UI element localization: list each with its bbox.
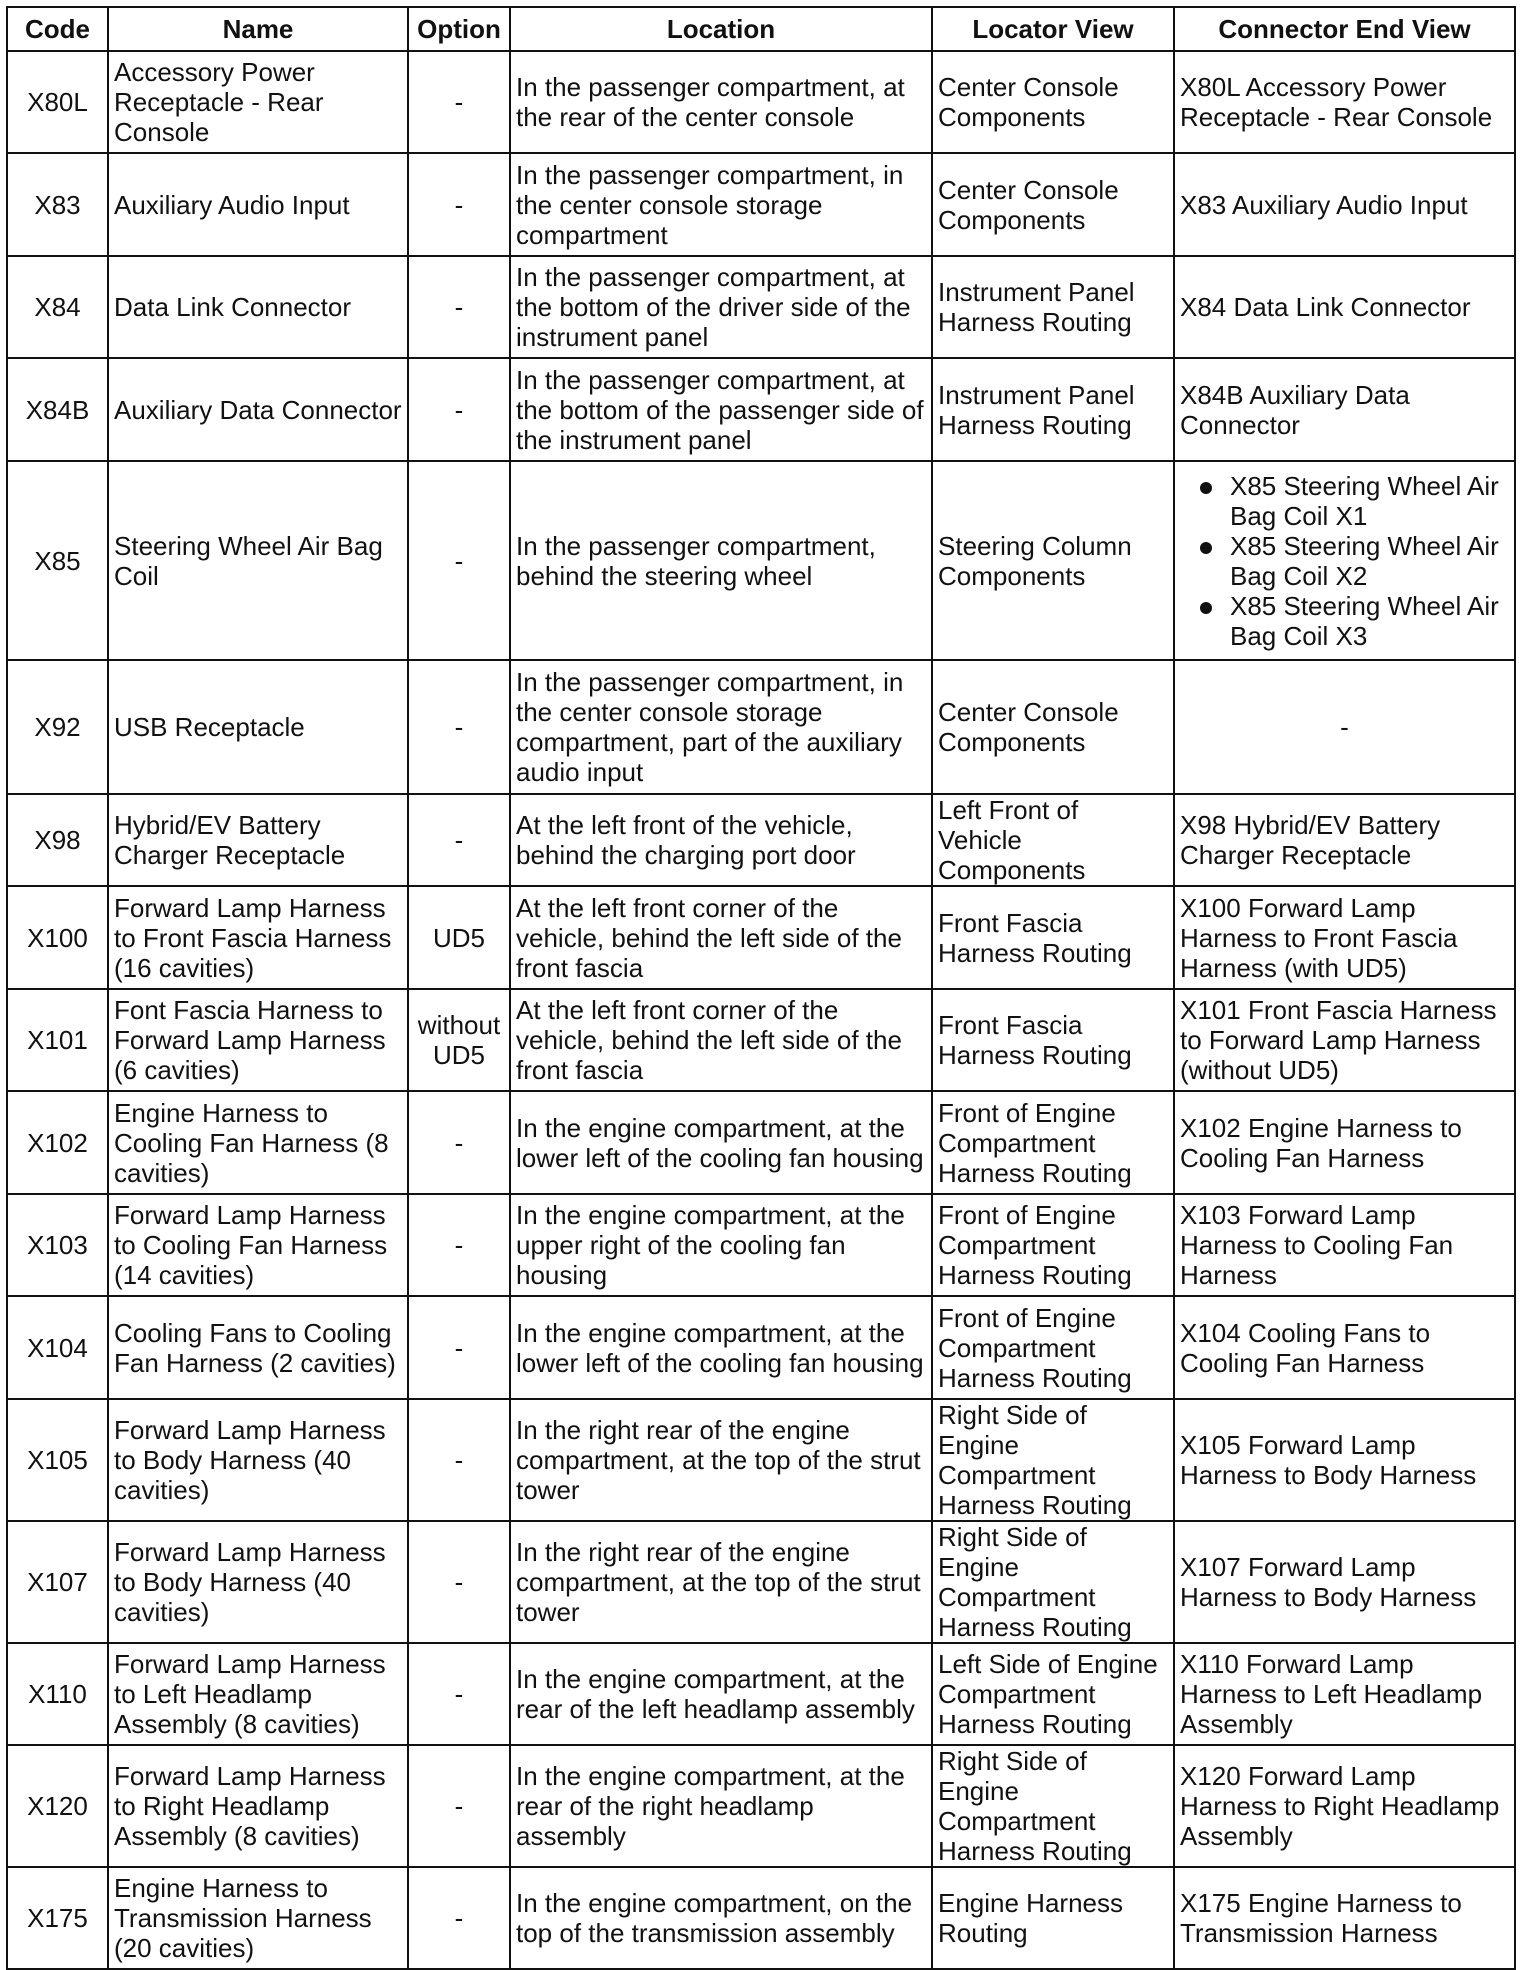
cell-location: In the engine compartment, at the rear of the left headlamp assembly [510, 1643, 932, 1745]
cell-locator-view: Instrument Panel Harness Routing [932, 256, 1174, 358]
cell-locator-view: Center Console Components [932, 51, 1174, 153]
cell-option: - [408, 1194, 510, 1296]
table-row [7, 1194, 1515, 1296]
table-row [7, 461, 1515, 660]
cell-location: In the engine compartment, at the lower left of the cooling fan housing [510, 1296, 932, 1399]
table-row [7, 1643, 1515, 1745]
cell-connector-end-view: X175 Engine Harness to Transmission Harness [1174, 1867, 1515, 1969]
cell-location: In the passenger compartment, at the rear of the center console [510, 51, 932, 153]
cell-name: Font Fascia Harness to Forward Lamp Harness (6 cavities) [108, 989, 408, 1091]
cell-name: Forward Lamp Harness to Right Headlamp Assembly (8 cavities) [108, 1745, 408, 1867]
cell-option: without UD5 [408, 989, 510, 1091]
cell-name: Auxiliary Audio Input [108, 153, 408, 256]
cell-code: X92 [7, 660, 108, 794]
header-row [7, 7, 1515, 51]
cell-option: - [408, 794, 510, 886]
cell-option: - [408, 461, 510, 660]
cell-connector-end-view: X100 Forward Lamp Harness to Front Fascia Harness (with UD5) [1174, 886, 1515, 989]
table-row [7, 1091, 1515, 1194]
cell-code: X105 [7, 1399, 108, 1521]
cell-location: At the left front corner of the vehicle, behind the left side of the front fascia [510, 886, 932, 989]
cell-connector-end-view [1174, 461, 1515, 660]
cell-code: X103 [7, 1194, 108, 1296]
cell-locator-view: Front of Engine Compartment Harness Routing [932, 1194, 1174, 1296]
cell-location: In the passenger compartment, in the center console storage compartment [510, 153, 932, 256]
cell-name: Accessory Power Receptacle - Rear Console [108, 51, 408, 153]
cell-option: - [408, 1521, 510, 1643]
cell-option: - [408, 256, 510, 358]
header-name: Name [108, 7, 408, 51]
header-location: Location [510, 7, 932, 51]
table-row [7, 358, 1515, 461]
cell-connector-end-view: X84B Auxiliary Data Connector [1174, 358, 1515, 461]
cell-code: X84B [7, 358, 108, 461]
cell-option: - [408, 1867, 510, 1969]
cell-connector-end-view: X98 Hybrid/EV Battery Charger Receptacle [1174, 794, 1515, 886]
cell-locator-view: Steering Column Components [932, 461, 1174, 660]
cell-connector-end-view: X107 Forward Lamp Harness to Body Harness [1174, 1521, 1515, 1643]
cell-location: In the engine compartment, at the lower left of the cooling fan housing [510, 1091, 932, 1194]
table-row [7, 1399, 1515, 1521]
cell-code: X102 [7, 1091, 108, 1194]
cell-location: In the passenger compartment, at the bottom of the passenger side of the instrument panel [510, 358, 932, 461]
cell-locator-view: Front of Engine Compartment Harness Routing [932, 1296, 1174, 1399]
cell-name: Data Link Connector [108, 256, 408, 358]
cell-option: - [408, 153, 510, 256]
cell-name: Forward Lamp Harness to Cooling Fan Harness (14 cavities) [108, 1194, 408, 1296]
cell-connector-end-view: X80L Accessory Power Receptacle - Rear Console [1174, 51, 1515, 153]
table-row [7, 1296, 1515, 1399]
table-row [7, 51, 1515, 153]
header-connector-end-view: Connector End View [1174, 7, 1515, 51]
cell-location: In the engine compartment, on the top of the transmission assembly [510, 1867, 932, 1969]
cell-option: - [408, 1745, 510, 1867]
cell-connector-end-view: X110 Forward Lamp Harness to Left Headlamp Assembly [1174, 1643, 1515, 1745]
cell-location: In the passenger compartment, at the bottom of the driver side of the instrument panel [510, 256, 932, 358]
cell-option: - [408, 51, 510, 153]
cell-name: Forward Lamp Harness to Body Harness (40 cavities) [108, 1521, 408, 1643]
connector-table-container [6, 6, 1516, 1970]
table-row [7, 794, 1515, 886]
connector-bullet-item: X85 Steering Wheel Air Bag Coil X3 [1180, 591, 1509, 651]
table-row [7, 660, 1515, 794]
cell-option: - [408, 1399, 510, 1521]
table-row [7, 1745, 1515, 1867]
cell-code: X100 [7, 886, 108, 989]
cell-code: X104 [7, 1296, 108, 1399]
cell-option: - [408, 1296, 510, 1399]
cell-connector-end-view: X84 Data Link Connector [1174, 256, 1515, 358]
cell-code: X120 [7, 1745, 108, 1867]
cell-location: At the left front of the vehicle, behind the charging port door [510, 794, 932, 886]
cell-connector-end-view: X83 Auxiliary Audio Input [1174, 153, 1515, 256]
cell-locator-view: Center Console Components [932, 660, 1174, 794]
cell-code: X107 [7, 1521, 108, 1643]
cell-location: In the right rear of the engine compartment, at the top of the strut tower [510, 1521, 932, 1643]
table-row [7, 886, 1515, 989]
cell-name: USB Receptacle [108, 660, 408, 794]
cell-locator-view: Front Fascia Harness Routing [932, 989, 1174, 1091]
cell-location: At the left front corner of the vehicle, behind the left side of the front fascia [510, 989, 932, 1091]
cell-code: X98 [7, 794, 108, 886]
cell-location: In the passenger compartment, in the center console storage compartment, part of the auxiliary audio input [510, 660, 932, 794]
header-locator-view: Locator View [932, 7, 1174, 51]
table-row [7, 1521, 1515, 1643]
cell-name: Hybrid/EV Battery Charger Receptacle [108, 794, 408, 886]
cell-locator-view: Engine Harness Routing [932, 1867, 1174, 1969]
cell-locator-view: Center Console Components [932, 153, 1174, 256]
table-row [7, 256, 1515, 358]
cell-connector-end-view: X101 Front Fascia Harness to Forward Lamp Harness (without UD5) [1174, 989, 1515, 1091]
cell-location: In the engine compartment, at the upper right of the cooling fan housing [510, 1194, 932, 1296]
table-row [7, 989, 1515, 1091]
cell-name: Engine Harness to Cooling Fan Harness (8 cavities) [108, 1091, 408, 1194]
cell-code: X83 [7, 153, 108, 256]
cell-connector-end-view: - [1174, 660, 1515, 794]
cell-locator-view: Front Fascia Harness Routing [932, 886, 1174, 989]
cell-option: - [408, 1091, 510, 1194]
cell-option: - [408, 660, 510, 794]
header-code: Code [7, 7, 108, 51]
cell-name: Steering Wheel Air Bag Coil [108, 461, 408, 660]
cell-name: Cooling Fans to Cooling Fan Harness (2 cavities) [108, 1296, 408, 1399]
cell-code: X80L [7, 51, 108, 153]
cell-name: Auxiliary Data Connector [108, 358, 408, 461]
cell-locator-view: Left Side of Engine Compartment Harness Routing [932, 1643, 1174, 1745]
cell-locator-view: Left Front of Vehicle Components [932, 794, 1174, 886]
cell-code: X84 [7, 256, 108, 358]
cell-locator-view: Instrument Panel Harness Routing [932, 358, 1174, 461]
cell-location: In the passenger compartment, behind the steering wheel [510, 461, 932, 660]
table-row [7, 1867, 1515, 1969]
cell-name: Engine Harness to Transmission Harness (20 cavities) [108, 1867, 408, 1969]
cell-locator-view: Front of Engine Compartment Harness Routing [932, 1091, 1174, 1194]
cell-option: - [408, 1643, 510, 1745]
connector-bullet-list [1180, 471, 1509, 651]
cell-option: UD5 [408, 886, 510, 989]
connector-bullet-item: X85 Steering Wheel Air Bag Coil X2 [1180, 531, 1509, 591]
cell-code: X110 [7, 1643, 108, 1745]
table-row [7, 153, 1515, 256]
cell-connector-end-view: X104 Cooling Fans to Cooling Fan Harness [1174, 1296, 1515, 1399]
cell-locator-view: Right Side of Engine Compartment Harness Routing [932, 1399, 1174, 1521]
cell-connector-end-view: X102 Engine Harness to Cooling Fan Harness [1174, 1091, 1515, 1194]
header-option: Option [408, 7, 510, 51]
cell-locator-view: Right Side of Engine Compartment Harness Routing [932, 1521, 1174, 1643]
cell-name: Forward Lamp Harness to Left Headlamp Assembly (8 cavities) [108, 1643, 408, 1745]
cell-connector-end-view: X120 Forward Lamp Harness to Right Headlamp Assembly [1174, 1745, 1515, 1867]
cell-option: - [408, 358, 510, 461]
connector-bullet-item: X85 Steering Wheel Air Bag Coil X1 [1180, 471, 1509, 531]
cell-name: Forward Lamp Harness to Body Harness (40 cavities) [108, 1399, 408, 1521]
cell-code: X85 [7, 461, 108, 660]
connector-table [6, 6, 1516, 1970]
cell-location: In the right rear of the engine compartment, at the top of the strut tower [510, 1399, 932, 1521]
cell-connector-end-view: X103 Forward Lamp Harness to Cooling Fan Harness [1174, 1194, 1515, 1296]
cell-code: X101 [7, 989, 108, 1091]
cell-locator-view: Right Side of Engine Compartment Harness Routing [932, 1745, 1174, 1867]
cell-name: Forward Lamp Harness to Front Fascia Harness (16 cavities) [108, 886, 408, 989]
cell-location: In the engine compartment, at the rear of the right headlamp assembly [510, 1745, 932, 1867]
cell-connector-end-view: X105 Forward Lamp Harness to Body Harness [1174, 1399, 1515, 1521]
cell-code: X175 [7, 1867, 108, 1969]
